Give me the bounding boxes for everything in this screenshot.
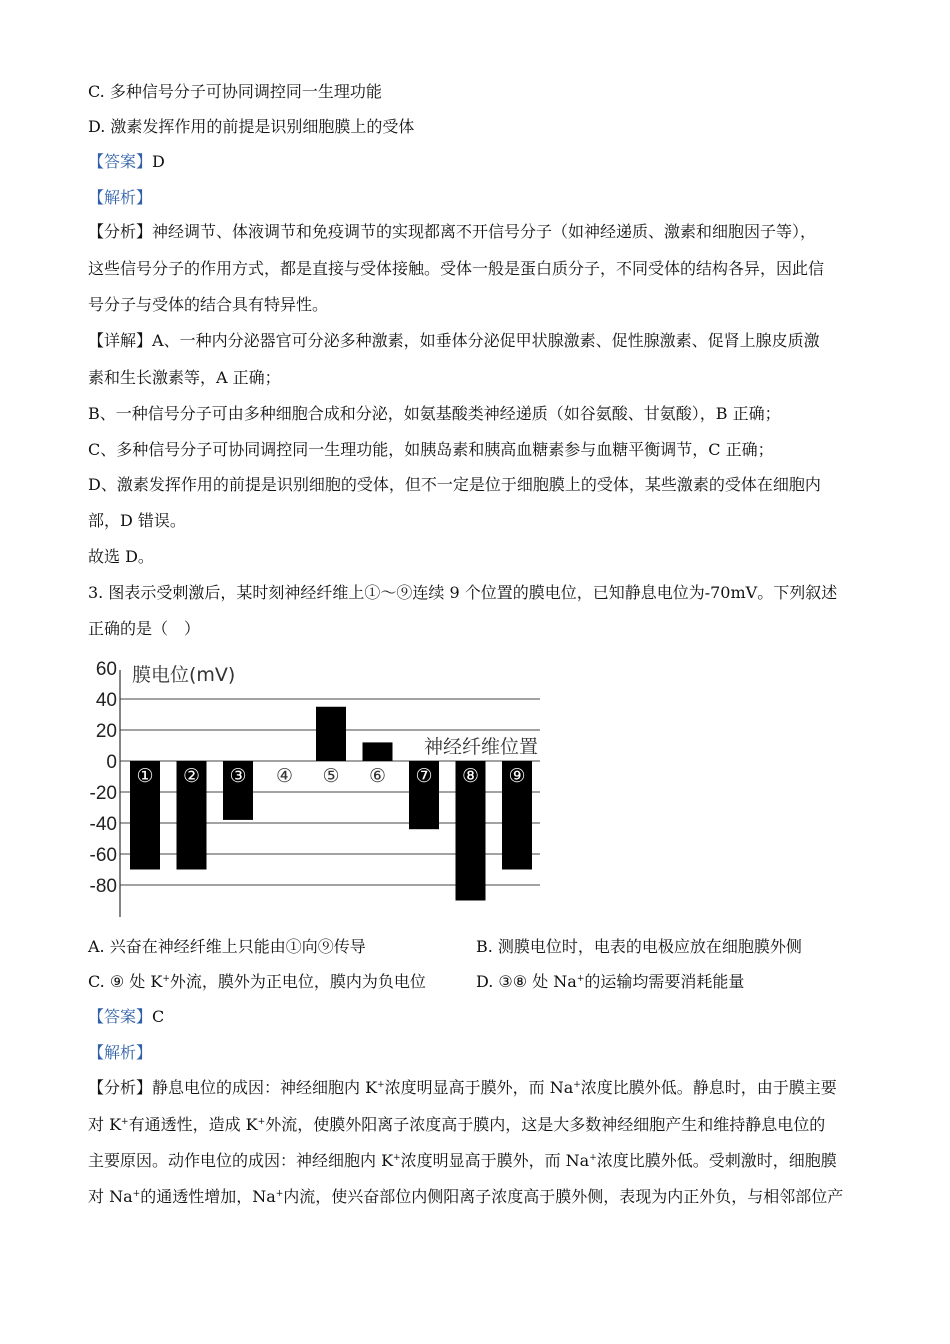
fenxi-2-text: 对 Na <box>88 1187 133 1206</box>
answer-value-2: C <box>152 1007 165 1026</box>
superscript: + <box>275 1189 284 1199</box>
superscript: + <box>393 1153 401 1163</box>
fenxi-2-text: 主要原因。动作电位的成因：神经细胞内 K <box>88 1151 394 1170</box>
superscript: + <box>589 1153 597 1163</box>
category-label: ⑧ <box>461 765 480 787</box>
fenxi-2-text: 内流，使兴奋部位内侧阳离子浓度高于膜外侧，表现为内正外负，与相邻部位产 <box>283 1187 844 1206</box>
fenxi-2-line-2 <box>88 1115 825 1135</box>
fenxi-line-1a <box>88 222 816 242</box>
fenxi-2-text: 浓度比膜外低。受刺激时，细胞膜 <box>596 1151 837 1170</box>
answer-value: D <box>152 152 165 171</box>
category-label: ① <box>136 765 154 787</box>
category-label: ⑨ <box>508 765 526 787</box>
detail-line-1e: D、激素发挥作用的前提是识别细胞的受体，但不一定是位于细胞膜上的受体，某些激素的受体在细胞内 <box>88 475 821 494</box>
option-c-post: 外流，膜外为正电位，膜内为负电位 <box>169 972 426 991</box>
detail-text: A、一种内分泌器官可分泌多种激素，如垂体分泌促甲状腺激素、促性腺激素、促肾上腺皮质激 <box>152 331 820 350</box>
fenxi-2-line-3 <box>88 1151 837 1171</box>
answer-line-2 <box>88 1007 164 1027</box>
question-3-line-b: 正确的是（ ） <box>88 619 201 638</box>
option-c-pre: C. ⑨ 处 K <box>88 972 163 991</box>
option-d-pre: D. ③⑧ 处 Na <box>476 972 577 991</box>
detail-line-1b: 素和生长激素等，A 正确； <box>88 368 281 387</box>
bar <box>316 707 346 761</box>
category-label: ④ <box>275 765 294 787</box>
detail-line-1f: 部，D 错误。 <box>88 511 186 530</box>
analysis-header-2 <box>88 1043 152 1063</box>
x-axis-label: 神经纤维位置 <box>423 736 538 758</box>
option-c-text: C. 多种信号分子可协同调控同一生理功能 <box>88 82 382 101</box>
y-tick-label: 40 <box>95 690 117 711</box>
option-d-sup: + <box>576 974 585 984</box>
fenxi-2-line-4 <box>88 1187 843 1207</box>
fenxi-2-text: 浓度明显高于膜外，而 Na <box>384 1078 574 1097</box>
fenxi-tag-2: 【分析】 <box>88 1078 153 1097</box>
fenxi-line-1c: 号分子与受体的结合具有特异性。 <box>88 295 329 314</box>
y-tick-label: -40 <box>89 814 117 835</box>
detail-line-1d: C、多种信号分子可协同调控同一生理功能，如胰岛素和胰高血糖素参与血糖平衡调节，C 正确； <box>88 440 774 459</box>
fenxi-2-text: 有通透性，造成 K <box>128 1115 258 1134</box>
fenxi-tag: 【分析】 <box>88 222 153 241</box>
option-c-sup: + <box>162 974 170 984</box>
answer-line-1 <box>88 152 165 172</box>
superscript: + <box>257 1117 266 1127</box>
y-tick-label: -60 <box>89 845 117 866</box>
analysis-tag: 【解析】 <box>88 188 153 207</box>
category-label: ⑤ <box>322 765 340 787</box>
fenxi-2-text: 的通透性增加，Na <box>140 1187 276 1206</box>
detail-line-1a <box>88 331 820 351</box>
option-c <box>88 972 426 992</box>
category-label: ③ <box>229 765 247 787</box>
superscript: + <box>121 1117 129 1127</box>
superscript: + <box>132 1189 141 1199</box>
membrane-potential-chart <box>80 655 560 917</box>
fenxi-2-text: 静息电位的成因：神经细胞内 K <box>152 1078 378 1097</box>
detail-line-1c: B、一种信号分子可由多种细胞合成和分泌，如氨基酸类神经递质（如谷氨酸、甘氨酸），B 正确； <box>88 404 781 423</box>
category-label: ② <box>182 765 201 787</box>
y-tick-label: 20 <box>95 721 117 742</box>
y-tick-label: 0 <box>106 752 117 773</box>
y-tick-label: -80 <box>89 876 117 897</box>
choose-line-1: 故选 D。 <box>88 547 154 566</box>
category-label: ⑥ <box>368 765 387 787</box>
superscript: + <box>573 1080 581 1090</box>
fenxi-2-text: 对 K <box>88 1115 122 1134</box>
analysis-tag-2: 【解析】 <box>88 1043 153 1062</box>
fenxi-2-text: 外流，使膜外阳离子浓度高于膜内，这是大多数神经细胞产生和维持静息电位的 <box>265 1115 826 1134</box>
detail-tag: 【详解】 <box>88 331 153 350</box>
option-d-text: D. 激素发挥作用的前提是识别细胞膜上的受体 <box>88 117 415 136</box>
question-3-line-a: 3. 图表示受刺激后，某时刻神经纤维上①～⑨连续 9 个位置的膜电位，已知静息电位为-70mV。下列叙述 <box>88 583 838 602</box>
bar <box>363 742 393 761</box>
y-tick-label: 60 <box>95 659 117 680</box>
answer-tag: 【答案】 <box>88 152 153 171</box>
fenxi-text: 神经调节、体液调节和免疫调节的实现都离不开信号分子（如神经递质、激素和细胞因子等）， <box>152 222 817 241</box>
fenxi-2-text: 浓度明显高于膜外，而 Na <box>400 1151 590 1170</box>
category-label: ⑦ <box>415 765 433 787</box>
fenxi-line-1b: 这些信号分子的作用方式，都是直接与受体接触。受体一般是蛋白质分子，不同受体的结构各异，因此信 <box>88 259 825 278</box>
option-d-post: 的运输均需要消耗能量 <box>584 972 745 991</box>
fenxi-2-text: 浓度比膜外低。静息时，由于膜主要 <box>580 1078 837 1097</box>
option-d <box>476 972 744 992</box>
y-tick-label: -20 <box>89 783 117 804</box>
superscript: + <box>377 1080 385 1090</box>
option-a: A. 兴奋在神经纤维上只能由①向⑨传导 <box>88 937 366 956</box>
fenxi-2-line-1 <box>88 1078 837 1098</box>
analysis-header-1 <box>88 188 152 208</box>
y-axis-label: 膜电位(mV) <box>132 664 236 686</box>
option-b: B. 测膜电位时，电表的电极应放在细胞膜外侧 <box>476 937 802 956</box>
answer-tag-2: 【答案】 <box>88 1007 153 1026</box>
